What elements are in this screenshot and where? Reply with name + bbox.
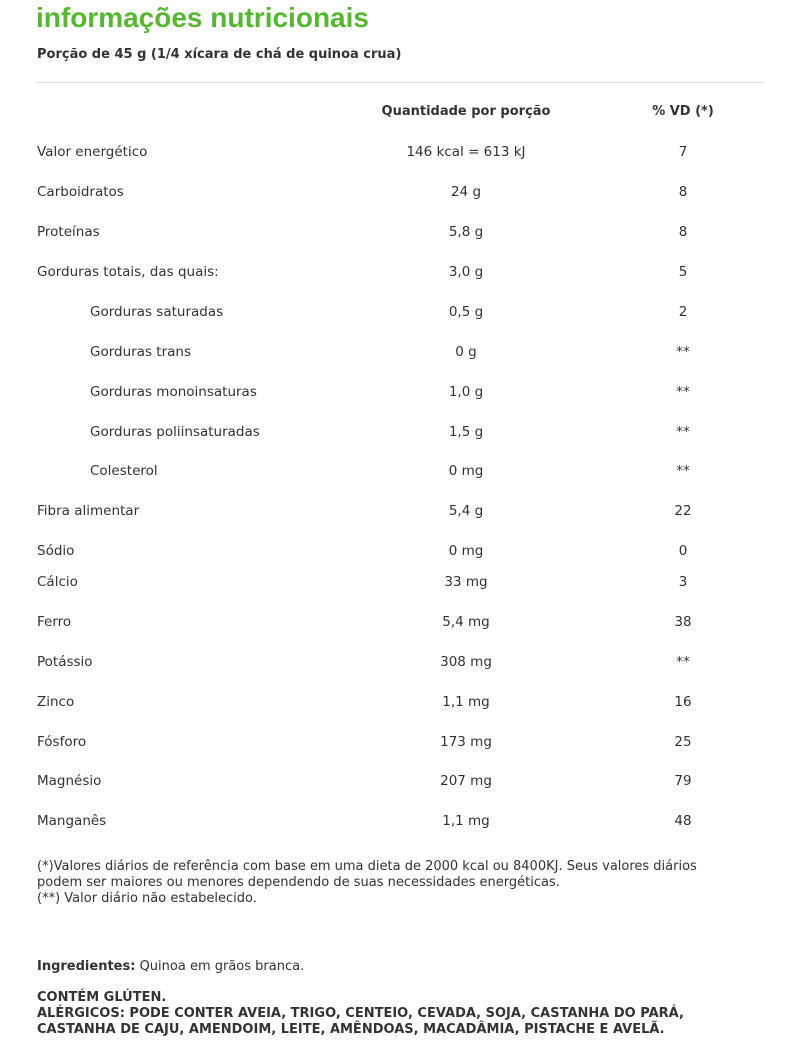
footnote-line: (*)Valores diários de referência com base em uma dieta de 2000 kcal ou 8400KJ. Seus valores diários	[37, 859, 697, 874]
nutrient-vd: 5	[678, 264, 688, 280]
nutrient-vd: 16	[674, 694, 692, 710]
footnote-line: podem ser maiores ou menores dependendo de suas necessidades energéticas.	[37, 875, 560, 890]
nutrient-vd: 2	[678, 304, 688, 320]
nutrient-name: Gorduras trans	[90, 344, 192, 360]
nutrient-name: Proteínas	[37, 224, 100, 240]
nutrient-vd: **	[676, 384, 690, 400]
table-row	[0, 264, 800, 288]
nutrient-name: Carboidratos	[37, 184, 124, 200]
ingredients-value: Quinoa em grãos branca.	[135, 959, 305, 974]
table-row	[0, 463, 800, 487]
nutrient-quantity: 24 g	[450, 184, 482, 200]
page-title: informações nutricionais	[36, 2, 369, 33]
nutrient-vd: 7	[678, 144, 688, 160]
nutrient-name: Colesterol	[90, 463, 158, 479]
nutrient-name: Gorduras totais, das quais:	[37, 264, 219, 280]
nutrient-quantity: 0 mg	[448, 543, 484, 559]
nutrient-name: Gorduras poliinsaturadas	[90, 424, 260, 440]
table-row	[0, 144, 800, 168]
nutrient-vd: **	[676, 463, 690, 479]
nutrient-quantity: 0,5 g	[448, 304, 484, 320]
ingredients	[37, 959, 304, 974]
nutrient-vd: 38	[674, 614, 692, 630]
nutrient-vd: 48	[674, 813, 692, 829]
allergen-line: CASTANHA DE CAJU, AMENDOIM, LEITE, AMÊNDOAS, MACADÂMIA, PISTACHE E AVELÃ.	[37, 1022, 665, 1037]
table-row	[0, 184, 800, 208]
nutrient-vd: **	[676, 654, 690, 670]
nutrient-vd: 8	[678, 224, 688, 240]
footnote-line: (**) Valor diário não estabelecido.	[37, 891, 257, 906]
allergen-line: ALÉRGICOS: PODE CONTER AVEIA, TRIGO, CENTEIO, CEVADA, SOJA, CASTANHA DO PARÁ,	[37, 1006, 684, 1021]
table-row	[0, 773, 800, 797]
nutrient-name: Fibra alimentar	[37, 503, 140, 519]
nutrient-quantity: 5,4 g	[448, 503, 484, 519]
nutrient-quantity: 207 mg	[440, 773, 492, 789]
table-row	[0, 614, 800, 638]
nutrient-name: Manganês	[37, 813, 107, 829]
nutrient-name: Valor energético	[37, 144, 148, 160]
allergen-line: CONTÉM GLÚTEN.	[37, 990, 167, 1005]
ingredients-label: Ingredientes:	[37, 959, 136, 974]
quantity-header: Quantidade por porção	[381, 104, 551, 119]
nutrient-quantity: 0 mg	[448, 463, 484, 479]
allergens	[37, 990, 684, 1038]
nutrient-quantity: 1,1 mg	[442, 694, 490, 710]
nutrient-quantity: 5,8 g	[448, 224, 484, 240]
nutrient-quantity: 1,1 mg	[442, 813, 490, 829]
table-row	[0, 503, 800, 527]
footnotes	[37, 859, 747, 907]
nutrient-quantity: 173 mg	[440, 734, 492, 750]
nutrient-quantity: 0 g	[455, 344, 477, 360]
table-row	[0, 694, 800, 718]
nutrient-vd: 0	[678, 543, 688, 559]
nutrient-quantity: 33 mg	[444, 574, 488, 590]
nutrient-vd: 25	[674, 734, 692, 750]
table-row	[0, 654, 800, 678]
nutrient-name: Fósforo	[37, 734, 87, 750]
nutrient-vd: 22	[674, 503, 692, 519]
nutrient-quantity: 1,5 g	[448, 424, 484, 440]
nutrient-name: Gorduras monoinsaturas	[90, 384, 257, 400]
nutrient-quantity: 5,4 mg	[442, 614, 490, 630]
table-row	[0, 543, 800, 567]
nutrient-vd: 79	[674, 773, 692, 789]
nutrient-vd: 3	[678, 574, 688, 590]
portion-size: Porção de 45 g (1/4 xícara de chá de quinoa crua)	[37, 47, 402, 62]
table-row	[0, 344, 800, 368]
table-row	[0, 813, 800, 837]
table-row	[0, 384, 800, 408]
nutrient-name: Potássio	[37, 654, 93, 670]
nutrient-vd: **	[676, 424, 690, 440]
nutrient-quantity: 1,0 g	[448, 384, 484, 400]
nutrient-name: Magnésio	[37, 773, 102, 789]
table-row	[0, 734, 800, 758]
nutrient-quantity: 146 kcal = 613 kJ	[406, 144, 526, 160]
nutrient-name: Ferro	[37, 614, 72, 630]
divider	[36, 82, 764, 83]
vd-header: % VD (*)	[652, 104, 714, 119]
table-row	[0, 224, 800, 248]
nutrient-name: Sódio	[37, 543, 75, 559]
nutrient-name: Gorduras saturadas	[90, 304, 224, 320]
nutrient-name: Zinco	[37, 694, 75, 710]
nutrient-vd: **	[676, 344, 690, 360]
nutrient-quantity: 308 mg	[440, 654, 492, 670]
table-row	[0, 574, 800, 598]
nutrient-quantity: 3,0 g	[448, 264, 484, 280]
table-row	[0, 304, 800, 328]
nutrient-vd: 8	[678, 184, 688, 200]
nutrient-name: Cálcio	[37, 574, 78, 590]
table-header	[0, 104, 800, 128]
table-row	[0, 424, 800, 448]
